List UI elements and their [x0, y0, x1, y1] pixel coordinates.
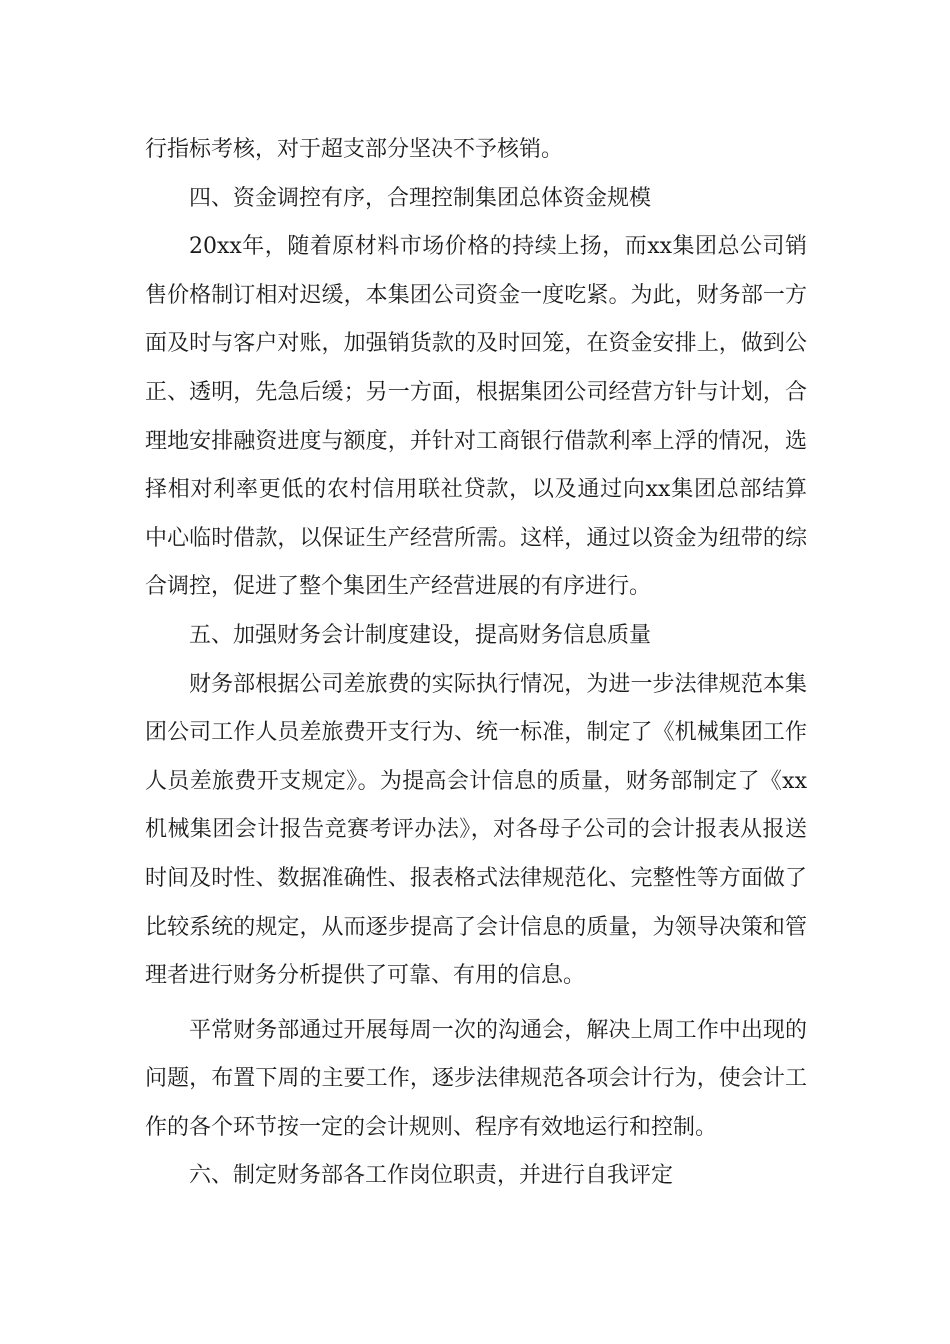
paragraph-continuation: 行指标考核，对于超支部分坚决不予核销。: [145, 137, 564, 162]
section-heading-4: 四、资金调控有序，合理控制集团总体资金规模: [189, 185, 652, 211]
paragraph-funds-control: 20xx年，随着原材料市场价格的持续上扬，而xx集团总公司销售价格制订相对迟缓，本集团公司资金一度吃紧。为此，财务部一方面及时与客户对账，加强销货款的及时回笼，在资金安排上，做到公正、透明，先急后缓；另一方面，根据集团公司经营方针与计划，合理地安排融资进度与额度，并针对工商银行借款利率上浮的情况，选择相对利率更低的农村信用联社贷款，以及通过向xx集团总部结算中心临时借款，以保证生产经营所需。这样，通过以资金为纽带的综合调控，促进了整个集团生产经营进展的有序进行。: [145, 234, 807, 600]
section-heading-5: 五、加强财务会计制度建设，提高财务信息质量: [189, 622, 652, 648]
paragraph-travel-expense-rules: 财务部根据公司差旅费的实际执行情况，为进一步法律规范本集团公司工作人员差旅费开支行为、统一标准，制定了《机械集团工作人员差旅费开支规定》。为提高会计信息的质量，财务部制定了《xx机械集团会计报告竞赛考评办法》，对各母子公司的会计报表从报送时间及时性、数据准确性、报表格式法律规范化、完整性等方面做了比较系统的规定，从而逐步提高了会计信息的质量，为领导决策和管理者进行财务分析提供了可靠、有用的信息。: [145, 671, 807, 989]
document-body: [145, 126, 807, 1201]
section-heading-6: 六、制定财务部各工作岗位职责，并进行自我评定: [189, 1163, 674, 1189]
paragraph-weekly-meeting: 平常财务部通过开展每周一次的沟通会，解决上周工作中出现的问题，布置下周的主要工作，逐步法律规范各项会计行为，使会计工作的各个环节按一定的会计规则、程序有效地运行和控制。: [145, 1017, 807, 1140]
